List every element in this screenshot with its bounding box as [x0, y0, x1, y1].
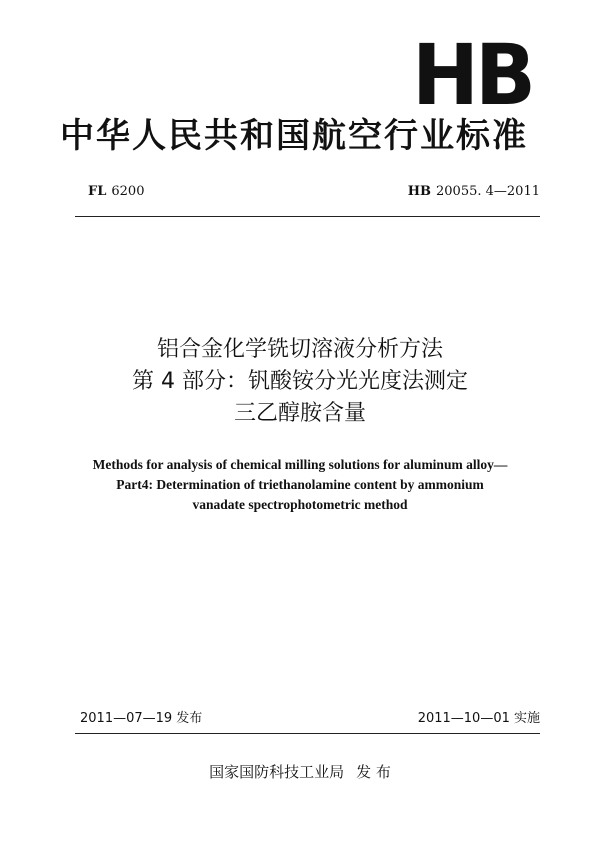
chinese-title-line-2: 第 4 部分：钒酸铵分光光度法测定 [132, 369, 468, 394]
header-divider [75, 216, 540, 217]
english-title-line-1: Methods for analysis of chemical milling solutions for aluminum alloy— [92, 457, 508, 472]
ics-number: 6200 [111, 184, 145, 199]
ics-code [88, 183, 144, 201]
standard-category-title: 中华人民共和国航空行业标准 [60, 116, 528, 156]
english-title-line-2: Part4: Determination of triethanolamine content by ammonium [116, 477, 484, 492]
implementation-date: 2011—10—01 实施 [417, 711, 540, 726]
chinese-title [0, 334, 600, 430]
hb-logo: HB [412, 26, 532, 124]
chinese-title-line-3: 三乙醇胺含量 [233, 401, 366, 426]
english-title-line-3: vanadate spectrophotometric method [192, 497, 408, 512]
chinese-title-line-1: 铝合金化学铣切溶液分析方法 [156, 337, 443, 362]
issuer-action: 发 布 [356, 763, 391, 781]
standard-number [408, 183, 540, 201]
footer-divider [75, 733, 540, 734]
issuing-authority [0, 762, 600, 782]
issuer-name: 国家国防科技工业局 [209, 763, 345, 781]
ics-prefix: FL [88, 184, 107, 199]
standard-number-value: 20055. 4—2011 [436, 184, 540, 199]
standard-prefix: HB [407, 184, 432, 199]
issue-date: 2011—07—19 发布 [80, 711, 203, 726]
english-title [0, 455, 600, 515]
